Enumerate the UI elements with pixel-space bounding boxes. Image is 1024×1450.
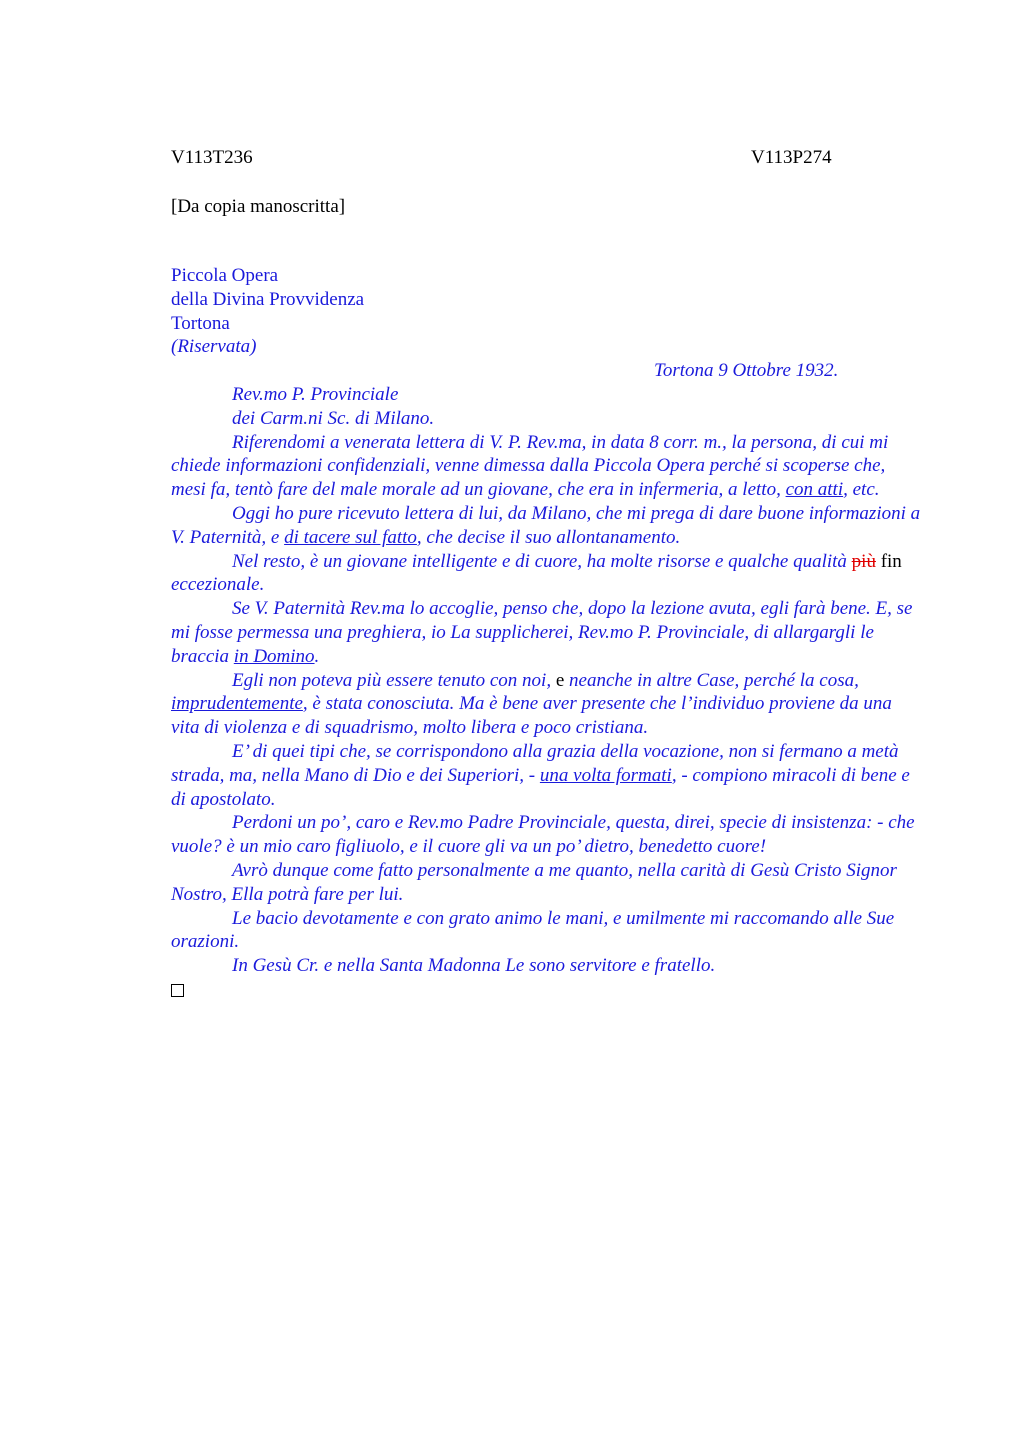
- underlined-text: imprudentemente: [171, 693, 303, 715]
- letterhead-line: Tortona: [171, 312, 230, 334]
- paragraph: Perdoni un po’, caro e Rev.mo Padre Provinciale, questa, direi, specie di insistenza: - che vuole? è un mio caro figliuolo, e il cuore gli va un po’ dietro, benedetto cuore!: [171, 812, 915, 858]
- underlined-text: di tacere sul fatto: [284, 526, 417, 548]
- page-reference: V113P274: [751, 147, 832, 168]
- text-span: Oggi ho pure ricevuto lettera di lui, da Milano, che mi prega di dare buone informazioni a V. Paternità, e: [171, 502, 921, 548]
- paragraph: [171, 669, 923, 740]
- paragraph: [171, 502, 923, 550]
- confidential-label: (Riservata): [171, 336, 257, 358]
- text-span: , etc.: [843, 479, 880, 501]
- text-span: Se V. Paternità Rev.ma lo accoglie, penso che, dopo la lezione avuta, egli farà bene. E, se mi fosse permessa una preghiera, io La supplicherei, Rev.mo P. Provinciale, di allargargli le braccia: [171, 598, 913, 667]
- source-note: [Da copia manoscritta]: [171, 196, 346, 217]
- closing-paragraph: In Gesù Cr. e nella Santa Madonna Le sono servitore e fratello.: [232, 955, 716, 977]
- letter-date: Tortona 9 Ottobre 1932.: [654, 360, 839, 382]
- paragraph: [171, 431, 923, 502]
- text-span: .: [314, 645, 320, 667]
- text-span: , che decise il suo allontanamento.: [416, 526, 681, 548]
- text-span: Nel resto, è un giovane intelligente e di cuore, ha molte risorse e qualche qualità: [232, 550, 852, 572]
- text-span: , è stata conosciuta. Ma è bene aver presente che l’individuo proviene da una vita di violenza e di squadrismo, molto libera e poco cristiana.: [171, 693, 892, 739]
- volume-reference: V113T236: [171, 147, 253, 168]
- paragraph: Avrò dunque come fatto personalmente a me quanto, nella carità di Gesù Cristo Signor Nostro, Ella potrà fare per lui.: [171, 859, 897, 905]
- text-span: , - compiono miracoli di bene e di apostolato.: [171, 764, 910, 810]
- letter-body: [171, 264, 923, 1004]
- underlined-text: una volta formati: [539, 764, 672, 786]
- paragraph: [171, 740, 923, 811]
- letterhead-line: Piccola Opera: [171, 265, 279, 286]
- text-span: Egli non poteva più essere tenuto con noi,: [232, 669, 556, 691]
- letterhead-line: della Divina Provvidenza: [171, 288, 365, 310]
- addressee-line: Rev.mo P. Provinciale: [232, 383, 399, 405]
- text-span: E’ di quei tipi che, se corrispondono alla grazia della vocazione, non si fermano a metà strada, ma, nella Mano di Dio e dei Superiori, -: [171, 740, 899, 786]
- addressee-line: dei Carm.ni Sc. di Milano.: [232, 407, 435, 429]
- paragraph: [171, 550, 923, 598]
- paragraph: [171, 597, 923, 668]
- underlined-text: con atti: [785, 479, 844, 501]
- inserted-text: e: [555, 669, 565, 691]
- inserted-text: fin: [880, 550, 902, 572]
- underlined-text: in Domino: [233, 645, 315, 667]
- deleted-text: più: [851, 550, 876, 572]
- text-span: eccezionale.: [171, 574, 265, 596]
- paragraph: Le bacio devotamente e con grato animo le mani, e umilmente mi raccomando alle Sue orazioni.: [171, 907, 895, 953]
- square-outline-icon: [171, 984, 184, 997]
- text-span: Riferendomi a venerata lettera di V. P. Rev.ma, in data 8 corr. m., la persona, di cui mi chiede informazioni confidenziali, venne dimessa dalla Piccola Opera perché si scoperse che, mesi fa, tentò fare del male morale ad un giovane, che era in infermeria, a letto,: [171, 431, 889, 501]
- text-span: neanche in altre Case, perché la cosa,: [564, 669, 859, 691]
